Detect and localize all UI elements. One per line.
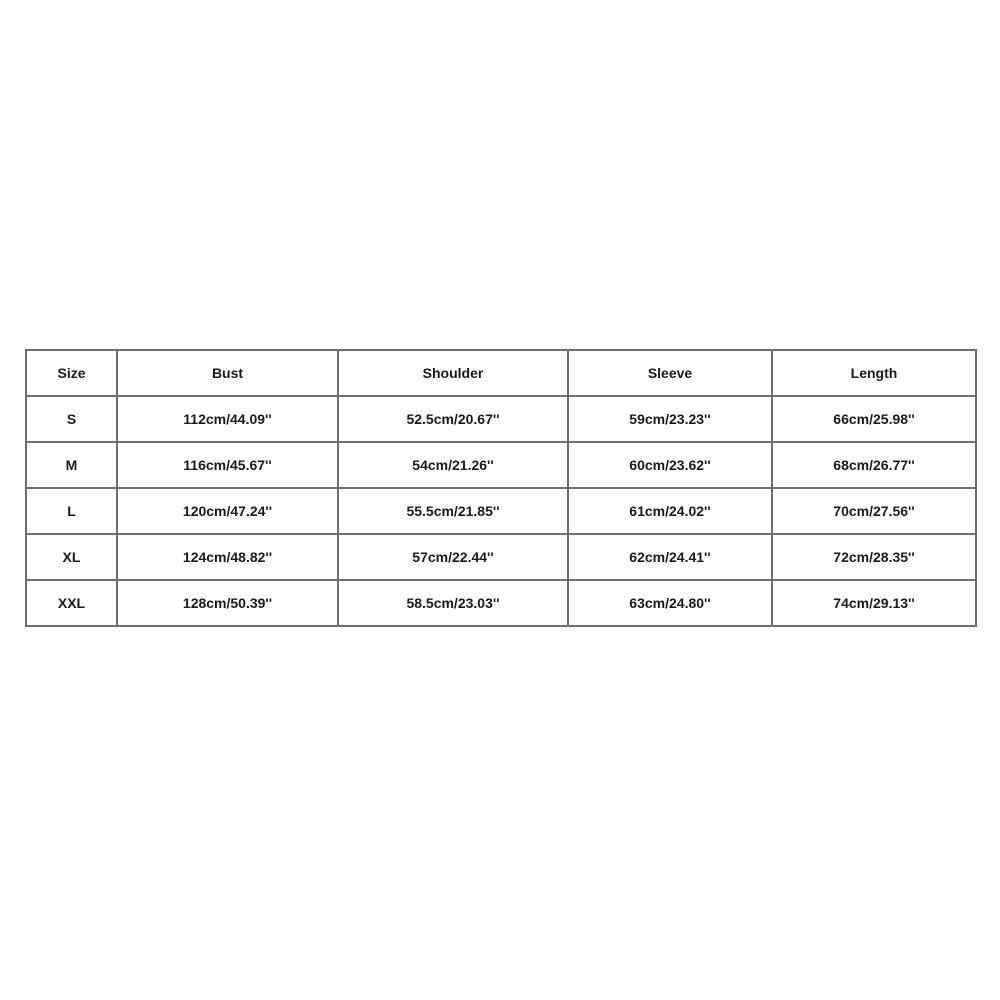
- size-cell: XXL: [26, 580, 117, 626]
- size-cell: M: [26, 442, 117, 488]
- table-row: [26, 488, 976, 534]
- bust-cell: 120cm/47.24'': [117, 488, 338, 534]
- length-cell: 66cm/25.98'': [772, 396, 976, 442]
- shoulder-cell: 57cm/22.44'': [338, 534, 568, 580]
- size-cell: S: [26, 396, 117, 442]
- bust-cell: 116cm/45.67'': [117, 442, 338, 488]
- size-cell: L: [26, 488, 117, 534]
- sleeve-cell: 63cm/24.80'': [568, 580, 772, 626]
- sleeve-cell: 61cm/24.02'': [568, 488, 772, 534]
- shoulder-cell: 58.5cm/23.03'': [338, 580, 568, 626]
- table-row: [26, 580, 976, 626]
- table-header-row: [26, 350, 976, 396]
- length-cell: 74cm/29.13'': [772, 580, 976, 626]
- shoulder-cell: 54cm/21.26'': [338, 442, 568, 488]
- table-row: [26, 442, 976, 488]
- size-chart-table: [25, 349, 977, 627]
- bust-cell: 124cm/48.82'': [117, 534, 338, 580]
- length-cell: 70cm/27.56'': [772, 488, 976, 534]
- table-row: [26, 534, 976, 580]
- table-row: [26, 396, 976, 442]
- bust-cell: 128cm/50.39'': [117, 580, 338, 626]
- shoulder-cell: 55.5cm/21.85'': [338, 488, 568, 534]
- sleeve-cell: 60cm/23.62'': [568, 442, 772, 488]
- sleeve-cell: 62cm/24.41'': [568, 534, 772, 580]
- length-cell: 68cm/26.77'': [772, 442, 976, 488]
- size-cell: XL: [26, 534, 117, 580]
- header-sleeve: Sleeve: [568, 350, 772, 396]
- shoulder-cell: 52.5cm/20.67'': [338, 396, 568, 442]
- header-length: Length: [772, 350, 976, 396]
- header-bust: Bust: [117, 350, 338, 396]
- header-size: Size: [26, 350, 117, 396]
- header-shoulder: Shoulder: [338, 350, 568, 396]
- sleeve-cell: 59cm/23.23'': [568, 396, 772, 442]
- bust-cell: 112cm/44.09'': [117, 396, 338, 442]
- length-cell: 72cm/28.35'': [772, 534, 976, 580]
